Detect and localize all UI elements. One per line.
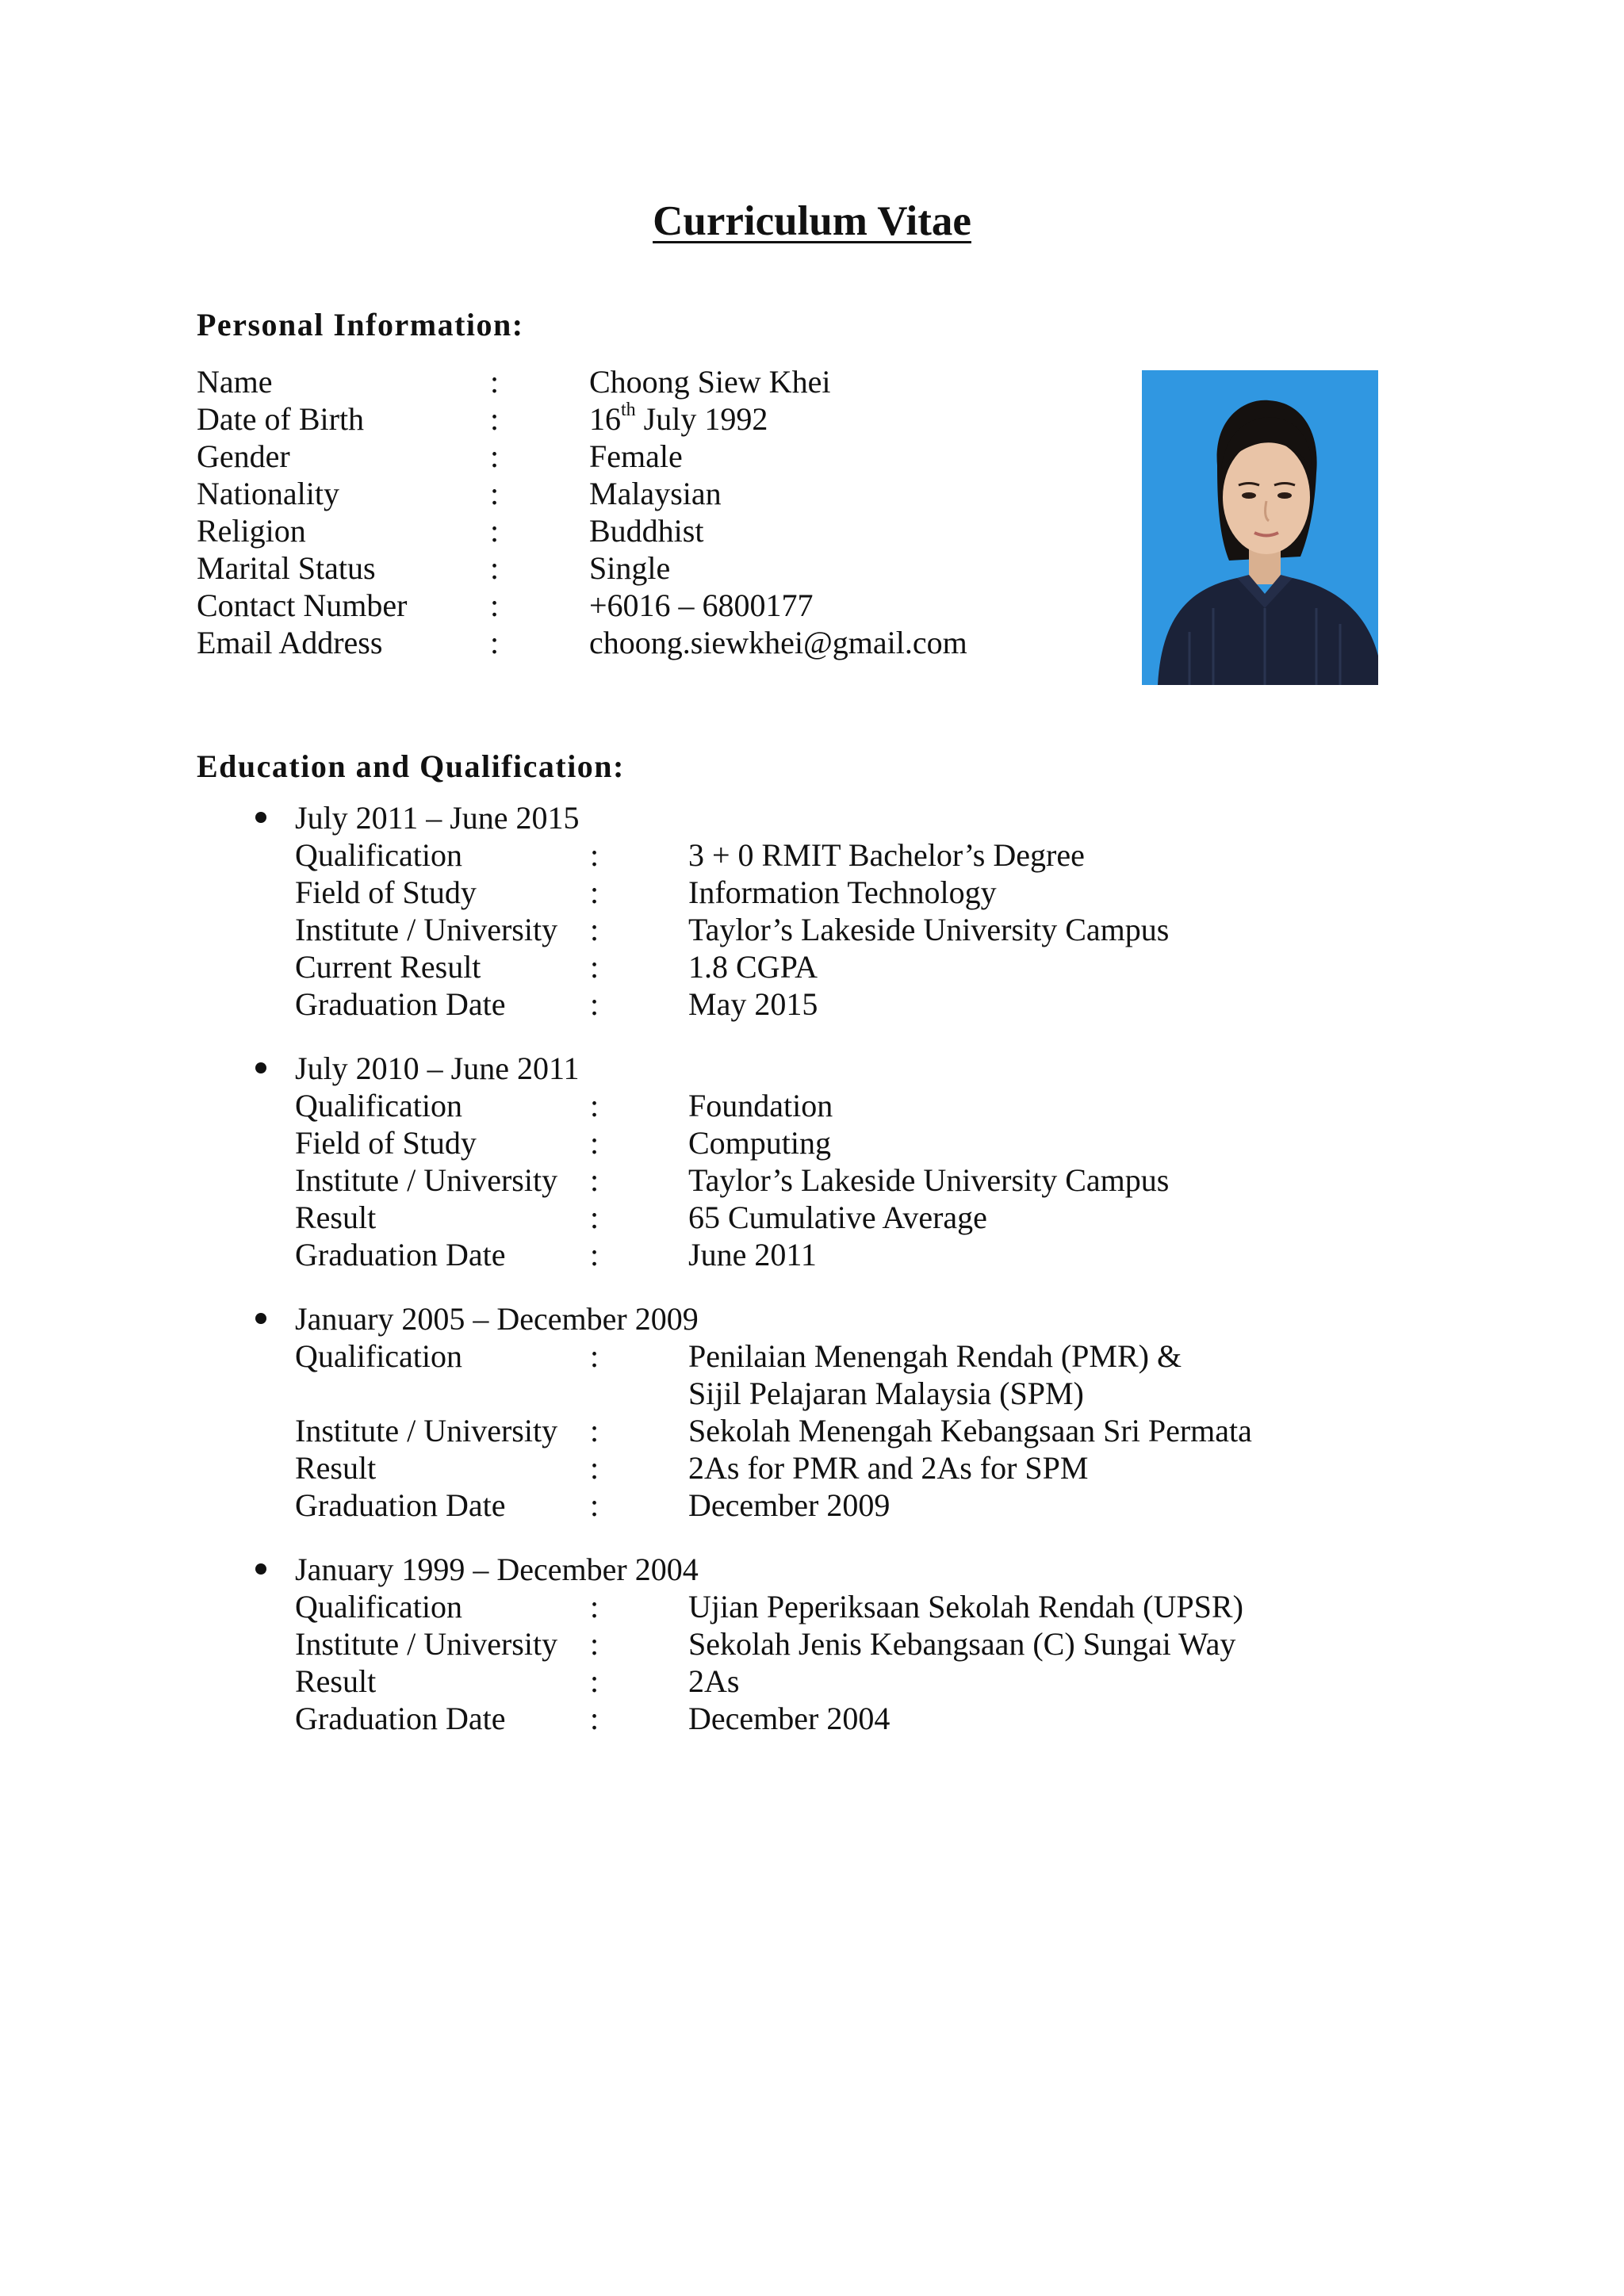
education-list — [0, 799, 1624, 1764]
education-period — [295, 1050, 1624, 1087]
education-label: Institute / University — [295, 912, 558, 947]
personal-label: Email Address — [197, 625, 383, 660]
education-row — [295, 1663, 1624, 1700]
education-label: Graduation Date — [295, 1487, 506, 1523]
education-row — [295, 1625, 1624, 1663]
education-row — [295, 911, 1624, 948]
separator-colon: : — [590, 1413, 599, 1448]
personal-value: Choong Siew Khei — [589, 364, 831, 400]
education-value-line: 2As for PMR and 2As for SPM — [688, 1450, 1089, 1486]
education-label: Graduation Date — [295, 986, 506, 1022]
education-row — [295, 1487, 1624, 1524]
education-label: Institute / University — [295, 1162, 558, 1198]
separator-colon: : — [590, 1338, 599, 1374]
personal-value: Single — [589, 550, 671, 586]
education-value — [688, 1337, 1182, 1412]
education-value — [688, 1412, 1252, 1449]
personal-value: Malaysian — [589, 476, 722, 511]
education-value-line: Information Technology — [688, 874, 997, 910]
education-row — [295, 948, 1624, 985]
separator-colon: : — [590, 1237, 599, 1272]
education-period-text: July 2010 – June 2011 — [295, 1050, 580, 1086]
personal-label: Contact Number — [197, 587, 408, 623]
separator-colon: : — [590, 1589, 599, 1624]
personal-row-email-address — [197, 624, 967, 661]
education-value — [688, 874, 997, 911]
separator-colon: : — [590, 1200, 599, 1235]
personal-label: Nationality — [197, 476, 339, 511]
education-row — [295, 836, 1624, 874]
education-entry — [0, 1050, 1624, 1273]
personal-label: Name — [197, 364, 273, 400]
personal-label: Gender — [197, 438, 290, 474]
education-row — [295, 1337, 1624, 1412]
personal-value: +6016 – 6800177 — [589, 587, 814, 623]
portrait-illustration — [1142, 370, 1378, 685]
education-value-line: Sijil Pelajaran Malaysia (SPM) — [688, 1376, 1084, 1411]
personal-row-name — [197, 363, 967, 400]
personal-row-gender — [197, 438, 967, 475]
personal-row-religion — [197, 512, 967, 549]
bullet-icon — [255, 812, 266, 823]
birth-day: 16 — [589, 401, 621, 437]
education-row — [295, 1412, 1624, 1449]
separator-colon: : — [490, 476, 500, 511]
education-value — [688, 985, 818, 1023]
birth-day-suffix: th — [621, 399, 636, 420]
education-value — [688, 836, 1085, 874]
education-entry — [0, 1551, 1624, 1737]
education-period-text: January 2005 – December 2009 — [295, 1301, 699, 1337]
education-value — [688, 1625, 1235, 1663]
separator-colon: : — [590, 1162, 599, 1198]
education-label: Qualification — [295, 1338, 463, 1374]
education-label: Current Result — [295, 949, 481, 985]
separator-colon: : — [590, 1487, 599, 1523]
education-value-line: Foundation — [688, 1088, 833, 1123]
education-value — [688, 1700, 890, 1737]
bullet-icon — [255, 1313, 266, 1324]
education-value — [688, 1588, 1243, 1625]
education-value-line: Taylor’s Lakeside University Campus — [688, 1162, 1170, 1198]
education-entry — [0, 799, 1624, 1023]
education-row — [295, 1700, 1624, 1737]
education-value-line: Sekolah Jenis Kebangsaan (C) Sungai Way — [688, 1626, 1236, 1662]
education-row — [295, 985, 1624, 1023]
separator-colon: : — [490, 401, 500, 437]
personal-value: choong.siewkhei@gmail.com — [589, 625, 967, 660]
separator-colon: : — [590, 1450, 599, 1486]
separator-colon: : — [490, 587, 500, 623]
education-heading: Education and Qualification: — [197, 748, 625, 784]
personal-row-nationality — [197, 475, 967, 512]
personal-row-date-of-birth — [197, 400, 967, 438]
education-value-line: June 2011 — [688, 1237, 817, 1272]
education-label: Institute / University — [295, 1626, 558, 1662]
education-row — [295, 1087, 1624, 1124]
personal-value — [589, 400, 768, 438]
separator-colon: : — [590, 874, 599, 910]
education-value-line: December 2009 — [688, 1487, 891, 1523]
separator-colon: : — [490, 438, 500, 474]
separator-colon: : — [590, 912, 599, 947]
education-value-line: December 2004 — [688, 1701, 891, 1736]
education-period-text: January 1999 – December 2004 — [295, 1552, 699, 1587]
birth-month-year: July 1992 — [635, 401, 768, 437]
education-value — [688, 1161, 1169, 1199]
personal-label: Marital Status — [197, 550, 376, 586]
education-value-line: 2As — [688, 1663, 740, 1699]
education-label: Qualification — [295, 837, 463, 873]
personal-information-heading: Personal Information: — [197, 307, 524, 342]
education-row — [295, 874, 1624, 911]
education-period — [295, 1300, 1624, 1337]
education-value — [688, 1663, 739, 1700]
separator-colon: : — [590, 1663, 599, 1699]
personal-value: Buddhist — [589, 513, 704, 549]
separator-colon: : — [590, 837, 599, 873]
education-label: Qualification — [295, 1088, 463, 1123]
separator-colon: : — [490, 550, 500, 586]
education-label: Institute / University — [295, 1413, 558, 1448]
education-value — [688, 1199, 987, 1236]
separator-colon: : — [590, 986, 599, 1022]
education-period — [295, 799, 1624, 836]
education-value-line: 1.8 CGPA — [688, 949, 818, 985]
separator-colon: : — [490, 625, 500, 660]
education-value-line: Taylor’s Lakeside University Campus — [688, 912, 1170, 947]
education-value — [688, 1487, 890, 1524]
profile-photo — [1142, 370, 1378, 685]
education-label: Graduation Date — [295, 1237, 506, 1272]
separator-colon: : — [590, 949, 599, 985]
education-label: Result — [295, 1450, 377, 1486]
education-value-line: Penilaian Menengah Rendah (PMR) & — [688, 1338, 1182, 1374]
education-value — [688, 911, 1169, 948]
personal-information-table — [197, 363, 967, 661]
education-row — [295, 1124, 1624, 1161]
education-value-line: Sekolah Menengah Kebangsaan Sri Permata — [688, 1413, 1252, 1448]
education-label: Result — [295, 1200, 377, 1235]
education-label: Field of Study — [295, 874, 477, 910]
education-value — [688, 1087, 833, 1124]
education-value-line: 65 Cumulative Average — [688, 1200, 987, 1235]
separator-colon: : — [490, 364, 500, 400]
bullet-icon — [255, 1062, 266, 1073]
separator-colon: : — [590, 1125, 599, 1161]
education-row — [295, 1236, 1624, 1273]
education-value — [688, 1124, 831, 1161]
separator-colon: : — [590, 1701, 599, 1736]
bullet-icon — [255, 1563, 266, 1575]
education-row — [295, 1449, 1624, 1487]
education-row — [295, 1588, 1624, 1625]
personal-row-contact-number — [197, 587, 967, 624]
personal-label: Date of Birth — [197, 401, 365, 437]
education-value-line: Ujian Peperiksaan Sekolah Rendah (UPSR) — [688, 1589, 1243, 1624]
education-entry — [0, 1300, 1624, 1524]
education-label: Graduation Date — [295, 1701, 506, 1736]
separator-colon: : — [590, 1088, 599, 1123]
education-label: Qualification — [295, 1589, 463, 1624]
education-value — [688, 1236, 817, 1273]
education-label: Field of Study — [295, 1125, 477, 1161]
separator-colon: : — [590, 1626, 599, 1662]
education-value — [688, 1449, 1089, 1487]
education-row — [295, 1161, 1624, 1199]
education-value-line: 3 + 0 RMIT Bachelor’s Degree — [688, 837, 1085, 873]
personal-label: Religion — [197, 513, 306, 549]
separator-colon: : — [490, 513, 500, 549]
education-row — [295, 1199, 1624, 1236]
education-value-line: May 2015 — [688, 986, 818, 1022]
personal-value: Female — [589, 438, 683, 474]
page-title: Curriculum Vitae — [653, 198, 971, 244]
education-label: Result — [295, 1663, 377, 1699]
education-value-line: Computing — [688, 1125, 832, 1161]
education-period-text: July 2011 – June 2015 — [295, 800, 580, 836]
education-period — [295, 1551, 1624, 1588]
education-value — [688, 948, 818, 985]
personal-row-marital-status — [197, 549, 967, 587]
